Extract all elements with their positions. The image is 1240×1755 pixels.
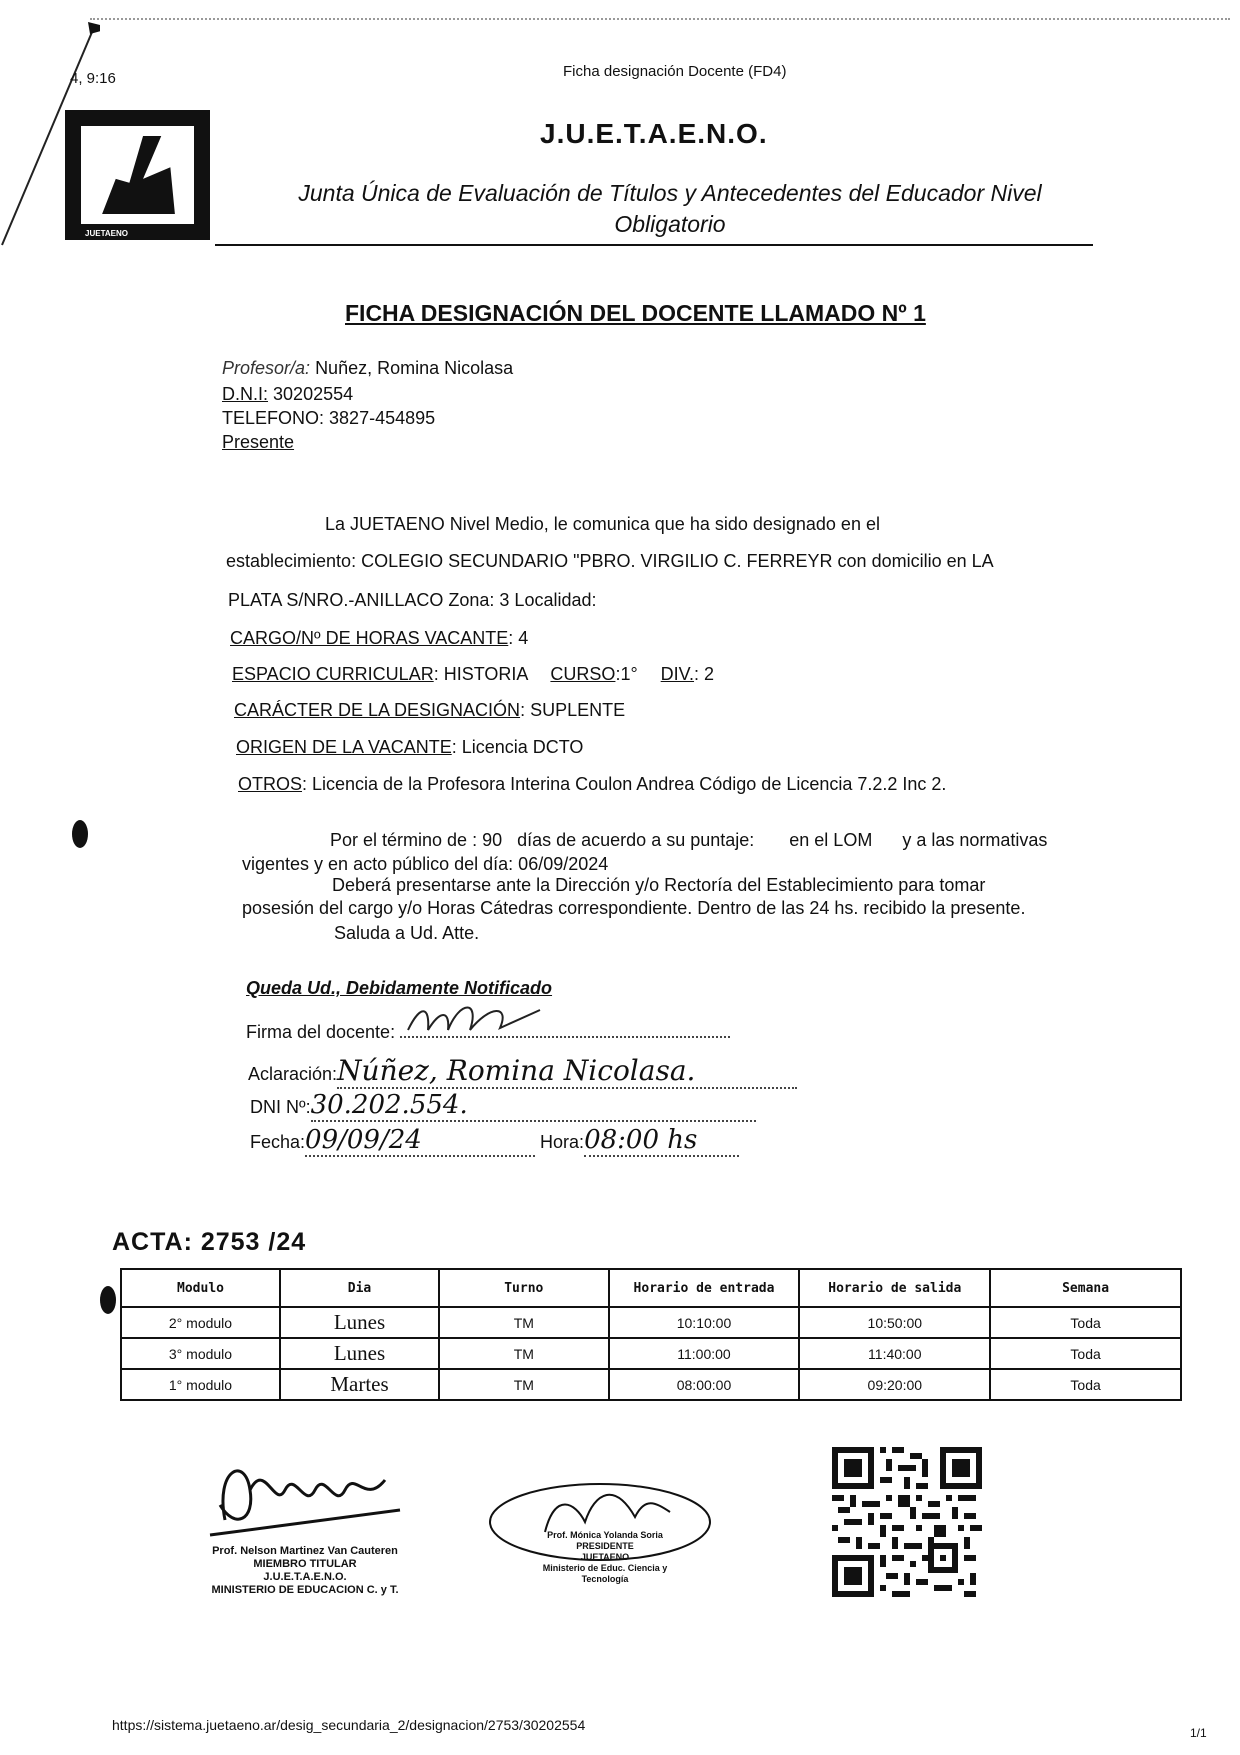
hora-label: Hora: (540, 1132, 585, 1152)
table-row (121, 1338, 1181, 1369)
org-name-line2: Obligatorio (614, 211, 726, 237)
cell-dia: Lunes (280, 1307, 439, 1338)
sig1-ministry: MINISTERIO DE EDUCACION C. y T. (211, 1584, 399, 1596)
cell-dia: Lunes (280, 1338, 439, 1369)
scan-edge-line (90, 18, 1230, 24)
aclaracion-line (248, 1054, 797, 1089)
print-timestamp: 4, 9:16 (70, 70, 116, 87)
caracter-line (234, 700, 625, 721)
establecimiento-text: establecimiento: COLEGIO SECUNDARIO "PBRO. VIRGILIO C. FERREYR con domicilio en LA (226, 551, 994, 571)
cell-salida: 09:20:00 (799, 1369, 990, 1400)
qr-code (832, 1447, 982, 1597)
col-horario-salida: Horario de salida (799, 1269, 990, 1307)
cell-modulo: 3° modulo (121, 1338, 280, 1369)
cell-semana: Toda (990, 1338, 1181, 1369)
profesor-label: Profesor/a: (222, 358, 311, 378)
telefono-label: TELEFONO: (222, 408, 325, 428)
caracter-value: : SUPLENTE (520, 700, 626, 720)
form-code-header: Ficha designación Docente (FD4) (563, 63, 787, 80)
sig2-name: Prof. Mónica Yolanda Soria (547, 1530, 663, 1540)
cell-entrada: 10:10:00 (609, 1307, 800, 1338)
div-label: DIV. (660, 664, 695, 684)
document-title: FICHA DESIGNACIÓN DEL DOCENTE LLAMADO Nº 1 (345, 300, 926, 326)
fecha-label: Fecha: (250, 1132, 306, 1152)
schedule-header-row (121, 1269, 1181, 1307)
cell-turno: TM (439, 1307, 609, 1338)
cell-salida: 11:40:00 (799, 1338, 990, 1369)
cargo-line (230, 628, 528, 649)
otros-label: OTROS (238, 774, 303, 794)
presente-label: Presente (222, 432, 295, 452)
presentarse-line1: Deberá presentarse ante la Dirección y/o Rectoría del Establecimiento para tomar (332, 875, 986, 895)
aclaracion-label: Aclaración: (248, 1064, 338, 1084)
header-rule (215, 244, 1093, 246)
hora-value: 08:00 hs (584, 1125, 739, 1157)
dni-notif-label: DNI Nº: (250, 1097, 311, 1117)
col-semana: Semana (990, 1269, 1181, 1307)
curso-label: CURSO (550, 664, 616, 684)
sig2-org: JUETAENO (580, 1552, 630, 1562)
cell-semana: Toda (990, 1307, 1181, 1338)
presentarse-line2: posesión del cargo y/o Horas Cátedras correspondiente. Dentro de las 24 hs. recibido la presente. (242, 898, 1026, 918)
dni-notif-value: 30.202.554. (311, 1090, 756, 1122)
cell-modulo: 2° modulo (121, 1307, 280, 1338)
saluda-text: Saluda a Ud. Atte. (334, 923, 480, 943)
signature-stamp-1 (205, 1450, 405, 1620)
punch-hole-mark (72, 820, 88, 848)
espacio-line (232, 664, 714, 685)
org-full-name (250, 178, 1090, 240)
table-row (121, 1307, 1181, 1338)
cell-dia: Martes (280, 1369, 439, 1400)
intro-text: La JUETAENO Nivel Medio, le comunica que ha sido designado en el (325, 514, 880, 534)
dni-notif-line (250, 1090, 756, 1122)
page-number: 1/1 (1190, 1726, 1207, 1740)
schedule-table (120, 1268, 1182, 1401)
caracter-label: CARÁCTER DE LA DESIGNACIÓN (234, 700, 521, 720)
footer-url: https://sistema.juetaeno.ar/desig_secundaria_2/designacion/2753/30202554 (112, 1717, 586, 1733)
cell-salida: 10:50:00 (799, 1307, 990, 1338)
logo-caption: JUETAENO (85, 229, 128, 238)
cargo-label: CARGO/Nº DE HORAS VACANTE (230, 628, 509, 648)
profesor-value: Nuñez, Romina Nicolasa (315, 358, 514, 378)
cell-turno: TM (439, 1338, 609, 1369)
firma-signature-field (400, 1018, 730, 1038)
acta-number: ACTA: 2753 /24 (112, 1228, 307, 1256)
col-horario-entrada: Horario de entrada (609, 1269, 800, 1307)
espacio-value: : HISTORIA (433, 664, 528, 684)
telefono-line (222, 408, 435, 429)
espacio-label: ESPACIO CURRICULAR (232, 664, 434, 684)
col-dia: Dia (280, 1269, 439, 1307)
cell-entrada: 11:00:00 (609, 1338, 800, 1369)
dni-value: 30202554 (273, 384, 354, 404)
cargo-value: : 4 (508, 628, 529, 648)
col-modulo: Modulo (121, 1269, 280, 1307)
notificado-heading: Queda Ud., Debidamente Notificado (246, 978, 553, 998)
cell-turno: TM (439, 1369, 609, 1400)
origen-value: : Licencia DCTO (451, 737, 584, 757)
otros-value: : Licencia de la Profesora Interina Coulon Andrea Código de Licencia 7.2.2 Inc 2. (302, 774, 947, 794)
termino-line2: vigentes y en acto público del día: 06/09/2024 (242, 854, 609, 874)
fecha-value: 09/09/24 (305, 1125, 535, 1157)
otros-line (238, 774, 946, 795)
sig2-ministry: Ministerio de Educ. Ciencia y Tecnología (542, 1563, 668, 1584)
handwritten-signature-1 (205, 1450, 405, 1540)
col-turno: Turno (439, 1269, 609, 1307)
termino-line1: Por el término de : 90 días de acuerdo a su puntaje: en el LOM y a las normativas (330, 830, 1048, 850)
curso-value: :1° (615, 664, 638, 684)
origen-line (236, 737, 583, 758)
cell-semana: Toda (990, 1369, 1181, 1400)
div-value: : 2 (694, 664, 715, 684)
firma-line (246, 1018, 730, 1043)
firma-label: Firma del docente: (246, 1022, 396, 1042)
sig1-org: J.U.E.T.A.E.N.O. (263, 1571, 347, 1583)
sig1-role: MIEMBRO TITULAR (253, 1558, 357, 1570)
cell-modulo: 1° modulo (121, 1369, 280, 1400)
punch-hole-mark-2 (100, 1286, 116, 1314)
origen-label: ORIGEN DE LA VACANTE (236, 737, 452, 757)
dni-line (222, 384, 353, 405)
docente-signature (400, 1000, 580, 1040)
org-acronym: J.U.E.T.A.E.N.O. (540, 118, 768, 149)
sig1-name: Prof. Nelson Martinez Van Cauteren (212, 1545, 398, 1557)
signature-stamp-2 (485, 1472, 715, 1602)
cell-entrada: 08:00:00 (609, 1369, 800, 1400)
localidad-text: PLATA S/NRO.-ANILLACO Zona: 3 Localidad: (228, 590, 597, 610)
juetaeno-logo (65, 110, 210, 240)
sig2-role: PRESIDENTE (576, 1541, 634, 1551)
fecha-hora-line (250, 1125, 739, 1157)
telefono-value: 3827-454895 (329, 408, 436, 428)
org-name-line1: Junta Única de Evaluación de Títulos y Antecedentes del Educador Nivel (298, 180, 1042, 206)
table-row (121, 1369, 1181, 1400)
aclaracion-value: Núñez, Romina Nicolasa. (337, 1054, 797, 1089)
profesor-line (222, 358, 513, 379)
dni-label: D.N.I: (222, 384, 269, 404)
